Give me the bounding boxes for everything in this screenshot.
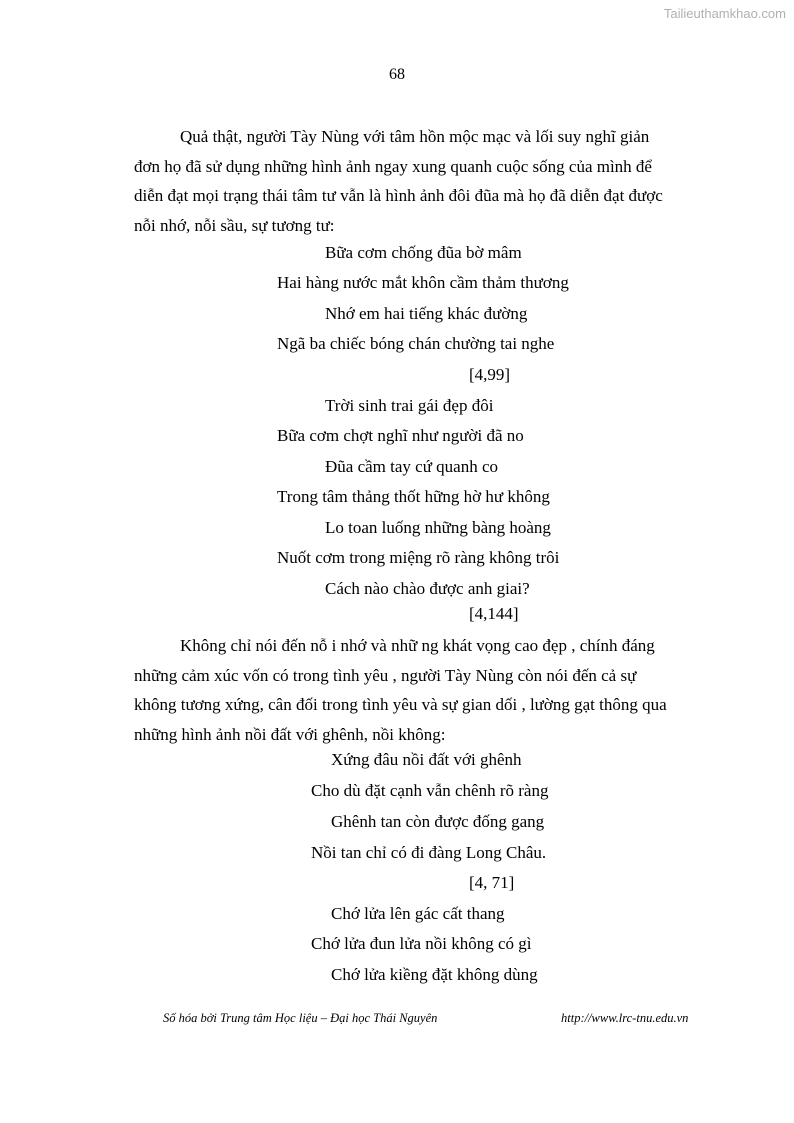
paragraph-line: nỗi nhớ, nỗi sầu, sự tương tư: xyxy=(134,215,335,235)
verse-line: Bữa cơm chống đũa bờ mâm xyxy=(325,243,522,262)
verse-line: Nồi tan chỉ có đi đàng Long Châu. xyxy=(311,843,547,862)
paragraph-line: Quả thật, người Tày Nùng với tâm hồn mộc mạc và lối suy nghĩ giản xyxy=(180,127,650,146)
verse-line: Cho dù đặt cạnh vẫn chênh rõ ràng xyxy=(311,781,549,800)
paragraph-2 xyxy=(134,631,718,749)
verse-line: Ghênh tan còn được đống gang xyxy=(331,812,545,831)
verse-line: Ngã ba chiếc bóng chán chường tai nghe xyxy=(277,334,555,353)
citation: [4, 71] xyxy=(469,873,515,892)
verse-line: Đũa cầm tay cứ quanh co xyxy=(325,457,499,476)
verse-line: Nhớ em hai tiếng khác đường xyxy=(325,304,528,323)
verse-line: Xứng đâu nồi đất với ghênh xyxy=(331,750,522,769)
paragraph-line: đơn họ đã sử dụng những hình ảnh ngay xung quanh cuộc sống của mình để xyxy=(134,156,652,176)
verse-line: Lo toan luống những bàng hoàng xyxy=(325,518,551,537)
verse-line: Hai hàng nước mắt khôn cầm thảm thương xyxy=(277,273,569,292)
footer-left: Số hóa bởi Trung tâm Học liệu – Đại học Thái Nguyên xyxy=(163,1011,438,1025)
paragraph-line: không tương xứng, cân đối trong tình yêu và sự gian dối , lường gạt thông qua xyxy=(134,695,667,714)
footer-url: http://www.lrc-tnu.edu.vn xyxy=(561,1011,689,1025)
verse-line: Nuốt cơm trong miệng rõ ràng không trôi xyxy=(277,548,560,567)
verse-line: Chớ lửa lên gác cất thang xyxy=(331,904,505,923)
paragraph-line: Không chỉ nói đến nỗ i nhớ và nhữ ng khát vọng cao đẹp , chính đáng xyxy=(180,636,655,655)
verse-line: Trời sinh trai gái đẹp đôi xyxy=(325,396,494,415)
verse-line: Trong tâm thảng thốt hững hờ hư không xyxy=(277,487,550,506)
verse-line: Bữa cơm chợt nghĩ như người đã no xyxy=(277,426,524,445)
paragraph-line: diễn đạt mọi trạng thái tâm tư vẫn là hình ảnh đôi đũa mà họ đã diễn đạt được xyxy=(134,186,663,205)
watermark-text: Tailieuthamkhao.com xyxy=(663,6,786,21)
citation: [4,99] xyxy=(469,365,511,384)
paragraph-line: những hình ảnh nồi đất với ghênh, nồi không: xyxy=(134,724,446,744)
paragraph-line: những cảm xúc vốn có trong tình yêu , người Tày Nùng còn nói đến cả sự xyxy=(134,665,637,685)
page-number: 68 xyxy=(389,66,405,83)
citation: [4,144] xyxy=(469,604,519,623)
verse-line: Cách nào chào được anh giai? xyxy=(325,579,530,598)
verse-line: Chớ lửa đun lửa nồi không có gì xyxy=(311,934,532,953)
paragraph-1 xyxy=(134,122,718,240)
verse-line: Chớ lửa kiềng đặt không dùng xyxy=(331,965,538,984)
